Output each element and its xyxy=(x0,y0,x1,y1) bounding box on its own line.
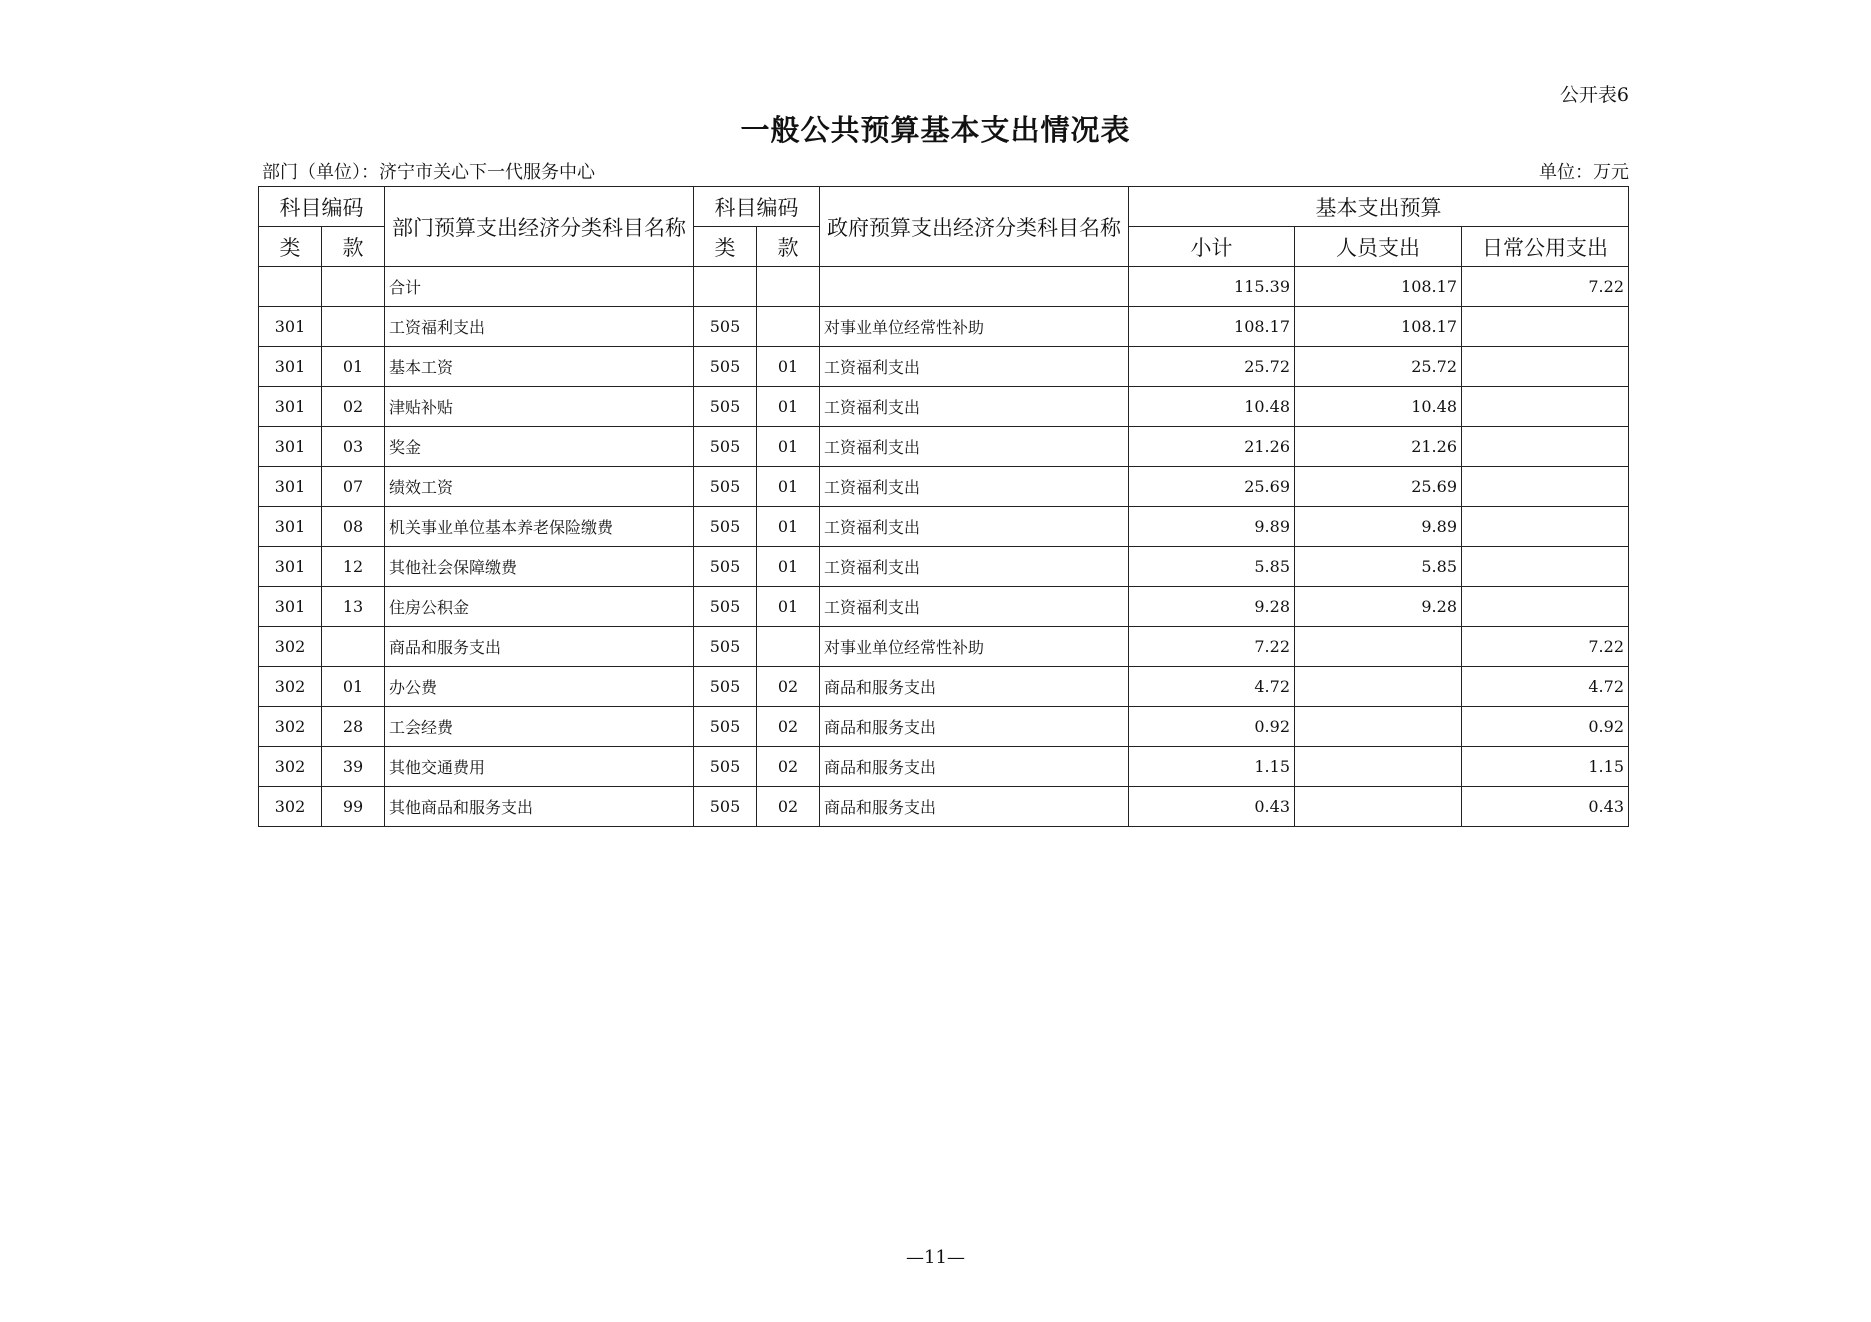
unit-label: 单位：万元 xyxy=(1539,162,1629,183)
cell-gov-name: 工资福利支出 xyxy=(820,347,1129,387)
daily-header: 日常公用支出 xyxy=(1462,227,1629,267)
cell-subtotal: 5.85 xyxy=(1129,547,1295,587)
cell-gov-name: 工资福利支出 xyxy=(820,467,1129,507)
cell-gov-kuan: 02 xyxy=(757,707,820,747)
dept-name-header: 部门预算支出经济分类科目名称 xyxy=(385,187,694,267)
cell-dept-name: 工会经费 xyxy=(385,707,694,747)
cell-gov-kuan: 01 xyxy=(757,347,820,387)
cell-dept-name: 合计 xyxy=(385,267,694,307)
cell-dept-name: 其他商品和服务支出 xyxy=(385,787,694,827)
cell-daily: 1.15 xyxy=(1462,747,1629,787)
cell-subtotal: 7.22 xyxy=(1129,627,1295,667)
cell-gov-lei: 505 xyxy=(694,747,757,787)
cell-dept-kuan: 07 xyxy=(322,467,385,507)
cell-subtotal: 21.26 xyxy=(1129,427,1295,467)
cell-subtotal: 4.72 xyxy=(1129,667,1295,707)
cell-personnel: 9.89 xyxy=(1295,507,1462,547)
cell-dept-lei: 301 xyxy=(259,427,322,467)
cell-gov-kuan xyxy=(757,307,820,347)
cell-gov-lei: 505 xyxy=(694,467,757,507)
cell-gov-lei: 505 xyxy=(694,427,757,467)
basic-budget-header: 基本支出预算 xyxy=(1129,187,1629,227)
cell-dept-kuan: 39 xyxy=(322,747,385,787)
cell-gov-lei: 505 xyxy=(694,507,757,547)
department-label: 部门（单位）：济宁市关心下一代服务中心 xyxy=(262,162,595,183)
table-row xyxy=(259,307,1629,347)
header-row-1 xyxy=(259,187,1629,227)
cell-gov-lei: 505 xyxy=(694,347,757,387)
cell-dept-name: 办公费 xyxy=(385,667,694,707)
cell-dept-lei: 301 xyxy=(259,467,322,507)
table-row xyxy=(259,747,1629,787)
cell-daily xyxy=(1462,547,1629,587)
cell-dept-kuan: 03 xyxy=(322,427,385,467)
cell-dept-kuan: 02 xyxy=(322,387,385,427)
cell-personnel: 5.85 xyxy=(1295,547,1462,587)
cell-personnel xyxy=(1295,667,1462,707)
cell-dept-lei: 301 xyxy=(259,387,322,427)
cell-daily: 7.22 xyxy=(1462,627,1629,667)
table-row-total xyxy=(259,267,1629,307)
cell-personnel: 108.17 xyxy=(1295,267,1462,307)
cell-dept-kuan: 08 xyxy=(322,507,385,547)
personnel-header: 人员支出 xyxy=(1295,227,1462,267)
gov-lei-header: 类 xyxy=(694,227,757,267)
cell-gov-kuan: 01 xyxy=(757,427,820,467)
cell-dept-lei: 302 xyxy=(259,667,322,707)
cell-dept-lei: 302 xyxy=(259,627,322,667)
cell-personnel: 108.17 xyxy=(1295,307,1462,347)
dept-code-header: 科目编码 xyxy=(259,187,385,227)
cell-personnel: 10.48 xyxy=(1295,387,1462,427)
cell-personnel xyxy=(1295,747,1462,787)
cell-gov-name: 工资福利支出 xyxy=(820,587,1129,627)
cell-gov-lei: 505 xyxy=(694,387,757,427)
cell-daily: 7.22 xyxy=(1462,267,1629,307)
cell-subtotal: 9.28 xyxy=(1129,587,1295,627)
cell-gov-kuan: 01 xyxy=(757,467,820,507)
cell-personnel: 21.26 xyxy=(1295,427,1462,467)
cell-dept-lei: 301 xyxy=(259,507,322,547)
cell-daily xyxy=(1462,427,1629,467)
cell-subtotal: 25.69 xyxy=(1129,467,1295,507)
cell-dept-lei: 302 xyxy=(259,707,322,747)
subtotal-header: 小计 xyxy=(1129,227,1295,267)
cell-dept-kuan: 12 xyxy=(322,547,385,587)
cell-dept-kuan xyxy=(322,627,385,667)
cell-gov-kuan: 02 xyxy=(757,787,820,827)
cell-dept-lei: 301 xyxy=(259,347,322,387)
page-number: —11— xyxy=(906,1247,965,1268)
cell-personnel: 25.72 xyxy=(1295,347,1462,387)
cell-subtotal: 9.89 xyxy=(1129,507,1295,547)
cell-dept-kuan xyxy=(322,307,385,347)
table-row xyxy=(259,427,1629,467)
table-row xyxy=(259,507,1629,547)
cell-daily xyxy=(1462,587,1629,627)
cell-dept-lei: 302 xyxy=(259,747,322,787)
gov-code-header: 科目编码 xyxy=(694,187,820,227)
cell-gov-kuan: 02 xyxy=(757,667,820,707)
cell-dept-kuan xyxy=(322,267,385,307)
cell-personnel xyxy=(1295,627,1462,667)
cell-gov-name: 对事业单位经常性补助 xyxy=(820,307,1129,347)
cell-subtotal: 10.48 xyxy=(1129,387,1295,427)
cell-dept-kuan: 01 xyxy=(322,667,385,707)
cell-dept-name: 奖金 xyxy=(385,427,694,467)
cell-dept-name: 津贴补贴 xyxy=(385,387,694,427)
cell-dept-name: 住房公积金 xyxy=(385,587,694,627)
table-row xyxy=(259,787,1629,827)
cell-gov-name: 工资福利支出 xyxy=(820,507,1129,547)
table-row xyxy=(259,587,1629,627)
cell-dept-lei: 302 xyxy=(259,787,322,827)
cell-dept-lei: 301 xyxy=(259,307,322,347)
cell-subtotal: 115.39 xyxy=(1129,267,1295,307)
cell-gov-lei: 505 xyxy=(694,667,757,707)
cell-gov-name: 工资福利支出 xyxy=(820,387,1129,427)
cell-gov-kuan: 02 xyxy=(757,747,820,787)
table-row xyxy=(259,387,1629,427)
cell-subtotal: 108.17 xyxy=(1129,307,1295,347)
cell-daily: 4.72 xyxy=(1462,667,1629,707)
cell-gov-lei: 505 xyxy=(694,547,757,587)
cell-gov-name: 对事业单位经常性补助 xyxy=(820,627,1129,667)
gov-kuan-header: 款 xyxy=(757,227,820,267)
cell-gov-lei: 505 xyxy=(694,587,757,627)
table-number: 公开表6 xyxy=(1559,84,1629,106)
cell-daily xyxy=(1462,387,1629,427)
table-row xyxy=(259,547,1629,587)
cell-dept-name: 商品和服务支出 xyxy=(385,627,694,667)
cell-gov-lei: 505 xyxy=(694,627,757,667)
cell-gov-kuan: 01 xyxy=(757,387,820,427)
table-row xyxy=(259,347,1629,387)
cell-gov-kuan xyxy=(757,267,820,307)
cell-subtotal: 0.43 xyxy=(1129,787,1295,827)
cell-personnel xyxy=(1295,707,1462,747)
gov-name-header: 政府预算支出经济分类科目名称 xyxy=(820,187,1129,267)
cell-gov-kuan: 01 xyxy=(757,587,820,627)
cell-gov-lei: 505 xyxy=(694,307,757,347)
cell-gov-name: 商品和服务支出 xyxy=(820,707,1129,747)
cell-gov-name: 商品和服务支出 xyxy=(820,787,1129,827)
cell-dept-lei xyxy=(259,267,322,307)
cell-subtotal: 0.92 xyxy=(1129,707,1295,747)
cell-gov-name: 商品和服务支出 xyxy=(820,747,1129,787)
cell-gov-kuan: 01 xyxy=(757,547,820,587)
cell-subtotal: 1.15 xyxy=(1129,747,1295,787)
cell-personnel: 9.28 xyxy=(1295,587,1462,627)
cell-dept-name: 机关事业单位基本养老保险缴费 xyxy=(385,507,694,547)
cell-dept-kuan: 01 xyxy=(322,347,385,387)
table-row xyxy=(259,467,1629,507)
dept-lei-header: 类 xyxy=(259,227,322,267)
cell-daily xyxy=(1462,507,1629,547)
page-title: 一般公共预算基本支出情况表 xyxy=(740,113,1131,147)
cell-personnel: 25.69 xyxy=(1295,467,1462,507)
cell-dept-lei: 301 xyxy=(259,547,322,587)
cell-daily xyxy=(1462,307,1629,347)
cell-gov-lei xyxy=(694,267,757,307)
cell-gov-kuan: 01 xyxy=(757,507,820,547)
cell-dept-name: 工资福利支出 xyxy=(385,307,694,347)
cell-dept-name: 基本工资 xyxy=(385,347,694,387)
table-row xyxy=(259,707,1629,747)
cell-gov-lei: 505 xyxy=(694,707,757,747)
cell-dept-lei: 301 xyxy=(259,587,322,627)
cell-gov-name: 工资福利支出 xyxy=(820,427,1129,467)
cell-daily xyxy=(1462,347,1629,387)
cell-dept-name: 其他社会保障缴费 xyxy=(385,547,694,587)
table-row xyxy=(259,627,1629,667)
cell-daily: 0.43 xyxy=(1462,787,1629,827)
dept-kuan-header: 款 xyxy=(322,227,385,267)
cell-subtotal: 25.72 xyxy=(1129,347,1295,387)
cell-gov-name: 工资福利支出 xyxy=(820,547,1129,587)
cell-dept-name: 绩效工资 xyxy=(385,467,694,507)
cell-dept-kuan: 28 xyxy=(322,707,385,747)
cell-daily xyxy=(1462,467,1629,507)
table-row xyxy=(259,667,1629,707)
cell-gov-kuan xyxy=(757,627,820,667)
budget-table xyxy=(258,186,1629,827)
cell-gov-name: 商品和服务支出 xyxy=(820,667,1129,707)
cell-dept-kuan: 13 xyxy=(322,587,385,627)
cell-daily: 0.92 xyxy=(1462,707,1629,747)
cell-gov-name xyxy=(820,267,1129,307)
cell-dept-kuan: 99 xyxy=(322,787,385,827)
cell-personnel xyxy=(1295,787,1462,827)
cell-gov-lei: 505 xyxy=(694,787,757,827)
cell-dept-name: 其他交通费用 xyxy=(385,747,694,787)
